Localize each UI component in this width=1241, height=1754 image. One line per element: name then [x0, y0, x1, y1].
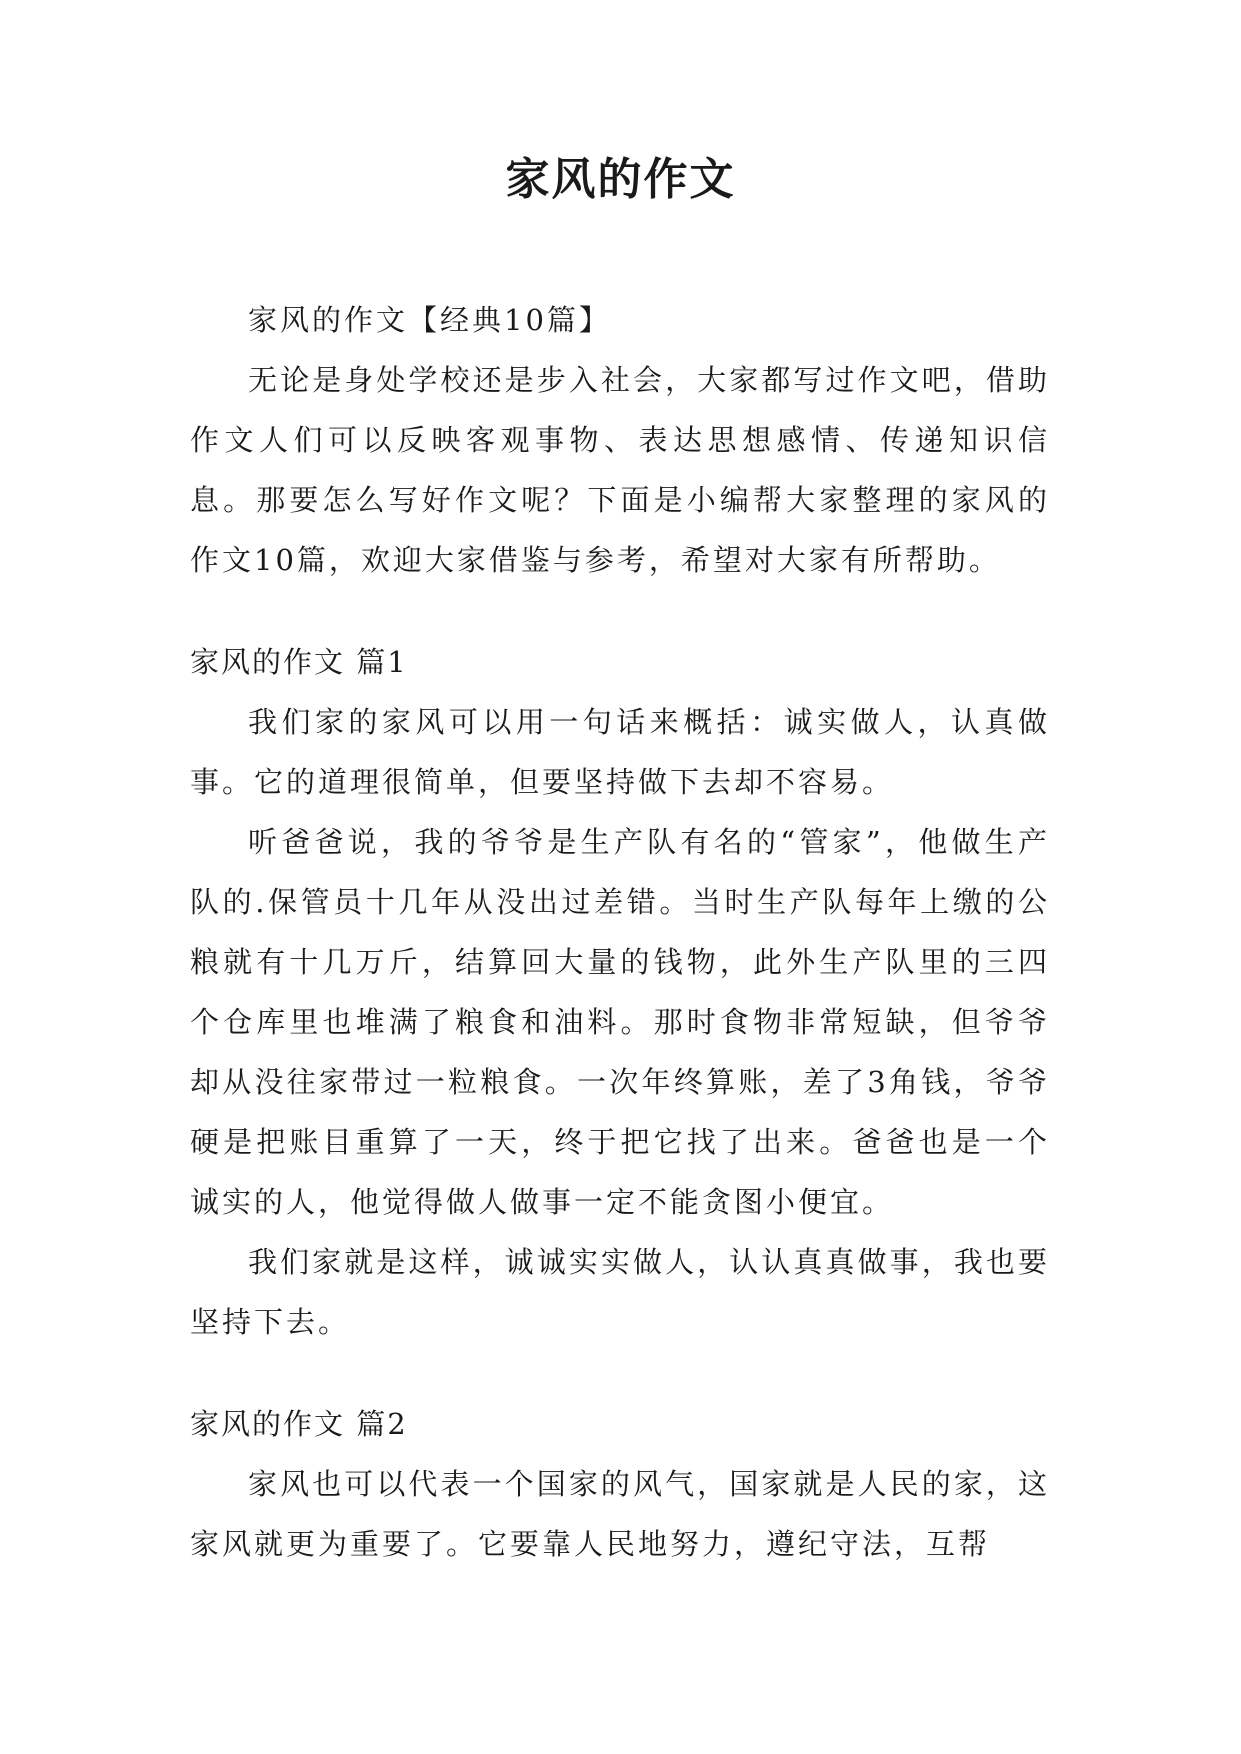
- section-paragraph: 听爸爸说，我的爷爷是生产队有名的“管家”，他做生产队的.保管员十几年从没出过差错。当时生产队每年上缴的公粮就有十几万斤，结算回大量的钱物，此外生产队里的三四个仓库里也堆满了粮食和油料。那时食物非常短缺，但爷爷却从没往家带过一粒粮食。一次年终算账，差了3角钱，爷爷硬是把账目重算了一天，终于把它找了出来。爸爸也是一个诚实的人，他觉得做人做事一定不能贪图小便宜。: [190, 825, 1050, 1219]
- document-body: [190, 290, 1050, 1574]
- section-paragraph: 家风也可以代表一个国家的风气，国家就是人民的家，这家风就更为重要了。它要靠人民地努力，遵纪守法，互帮: [190, 1467, 1050, 1561]
- section-heading: 家风的作文 篇1: [190, 645, 408, 679]
- section-paragraph: 我们家的家风可以用一句话来概括：诚实做人，认真做事。它的道理很简单，但要坚持做下去却不容易。: [190, 705, 1050, 799]
- document-title: 家风的作文: [505, 154, 736, 205]
- section-heading: 家风的作文 篇2: [190, 1407, 408, 1441]
- intro-paragraph: 无论是身处学校还是步入社会，大家都写过作文吧，借助作文人们可以反映客观事物、表达思想感情、传递知识信息。那要怎么写好作文呢？下面是小编帮大家整理的家风的作文10篇，欢迎大家借鉴与参考，希望对大家有所帮助。: [190, 363, 1050, 577]
- section-gap: [190, 1352, 1050, 1394]
- section-gap: [190, 590, 1050, 632]
- document-subtitle: 家风的作文【经典10篇】: [248, 303, 611, 337]
- section-paragraph: 我们家就是这样，诚诚实实做人，认认真真做事，我也要坚持下去。: [190, 1245, 1050, 1339]
- section-2: [190, 1394, 1050, 1574]
- section-1: [190, 632, 1050, 1352]
